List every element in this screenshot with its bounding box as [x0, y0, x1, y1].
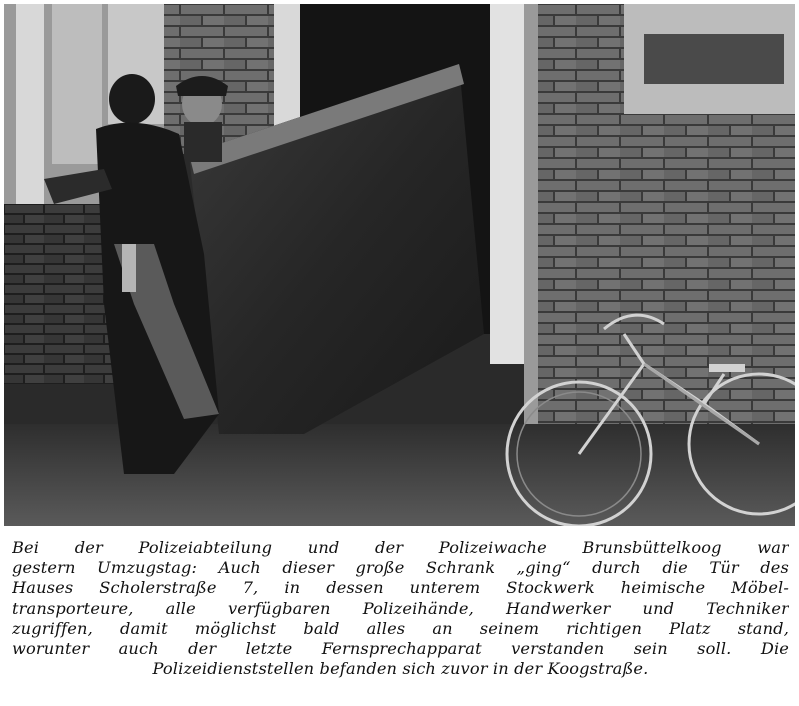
caption-line: Polizeidienststellen befanden sich zuvor in der Koogstraße.	[152, 659, 649, 679]
photo-illustration	[4, 4, 795, 526]
caption-line: worunter auch der letzte Fernsprechapparat verstanden sein soll. Die	[12, 638, 789, 658]
window-sill	[644, 34, 784, 84]
window-pane	[52, 4, 102, 164]
caption-line: zugriffen, damit möglichst bald alles an seinem richtigen Platz stand,	[12, 618, 789, 638]
photo-caption	[12, 538, 789, 702]
worker-head	[109, 74, 155, 124]
caption-line: gestern Umzugstag: Auch dieser große Schrank „ging“ durch die Tür des	[12, 558, 789, 578]
officer-shoulders	[184, 122, 222, 162]
caption-line: Bei der Polizeiabteilung und der Polizeiwache Brunsbüttelkoog war	[12, 538, 789, 557]
press-photo	[4, 4, 795, 526]
apron-tie	[122, 244, 136, 292]
pillar	[490, 4, 526, 364]
caption-line: transporteure, alle verfügbaren Polizeihände, Handwerker und Techniker	[12, 598, 789, 618]
caption-line: Hauses Scholerstraße 7, in dessen unterem Stockwerk heimische Möbel-	[12, 578, 789, 598]
